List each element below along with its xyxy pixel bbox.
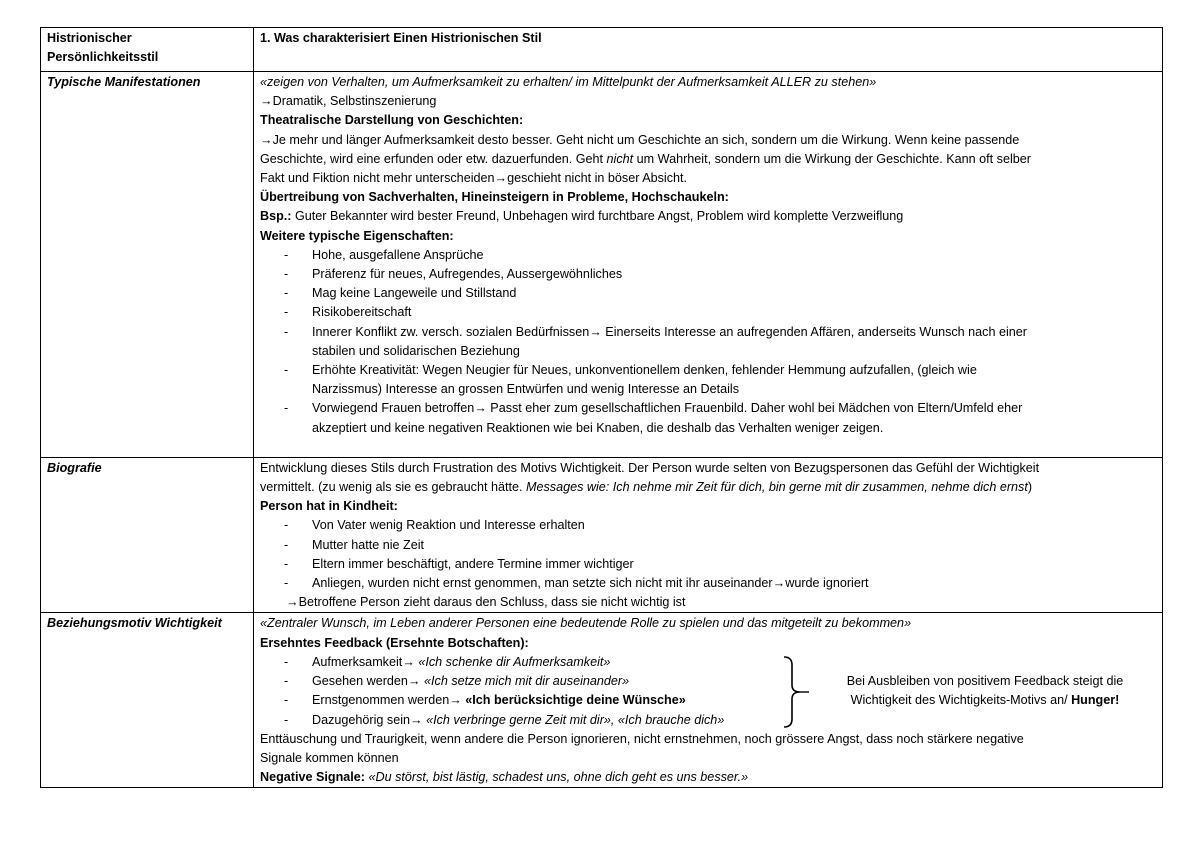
- feedback-note: [820, 672, 1150, 710]
- list-item: [260, 536, 1156, 555]
- arrow-icon: →: [474, 401, 487, 416]
- bsp-label: Bsp.:: [260, 209, 292, 224]
- arrow-icon: →: [410, 712, 423, 727]
- item-message: «Ich berücksichtige deine Wünsche»: [461, 693, 686, 708]
- note-bold: Hunger!: [1071, 693, 1120, 708]
- item-text: Ernstgenommen werden: [312, 693, 450, 708]
- list-item: [260, 303, 1156, 322]
- list-item: [260, 555, 1156, 574]
- enttaeuschung-2: Signale kommen können: [260, 750, 399, 765]
- feedback-block: [260, 653, 1156, 730]
- item-text: wurde ignoriert: [785, 576, 869, 591]
- theatral-text-1-content: Je mehr und länger Aufmerksamkeit desto besser. Geht nicht um Geschichte an sich, sondern um die Wirkung. Wenn keine passende: [272, 132, 1020, 147]
- manifest-dramatik: [260, 92, 1156, 111]
- arrow-icon: →: [260, 132, 273, 147]
- item-text: Risikobereitschaft: [312, 305, 412, 320]
- manifest-quote: «zeigen von Verhalten, um Aufmerksamkeit zu erhalten/ im Mittelpunkt der Aufmerksamkeit ALLER zu stehen»: [260, 75, 877, 89]
- kindheit-list: [260, 516, 1156, 593]
- header-left-line1: Histrionischer: [47, 31, 132, 45]
- item-text: Vorwiegend Frauen betroffen: [312, 401, 475, 416]
- theatral-text-3b: geschieht nicht in böser Absicht.: [507, 171, 688, 186]
- header-row: [41, 28, 1163, 72]
- kindheit-title: Person hat in Kindheit:: [260, 499, 398, 514]
- bsp-line: [260, 207, 1156, 226]
- list-item: [260, 399, 1156, 437]
- dramatik-text: Dramatik, Selbstinszenierung: [272, 94, 437, 109]
- item-text: Innerer Konflikt zw. versch. sozialen Bedürfnissen: [312, 324, 590, 339]
- item-message: «Ich setze mich mit dir auseinander»: [420, 674, 630, 689]
- label-motiv: Beziehungsmotiv Wichtigkeit: [41, 613, 254, 788]
- content-manifestationen: [254, 72, 1163, 458]
- item-text-cont: Narzissmus) Interesse an grossen Entwürfen und wenig Interesse an Details: [312, 382, 739, 397]
- content-biografie: [254, 457, 1163, 613]
- arrow-icon: →: [286, 595, 299, 610]
- uebertreibung-title: Übertreibung von Sachverhalten, Hineinsteigern in Probleme, Hochschaukeln:: [260, 190, 729, 205]
- theatral-text-2b: um Wahrheit, sondern um die Wirkung der Geschichte. Kann oft selber: [633, 151, 1031, 166]
- arrow-icon: →: [589, 324, 602, 339]
- bio-text-2a: vermittelt. (zu wenig als sie es gebraucht hätte.: [260, 480, 526, 495]
- arrow-icon: →: [402, 654, 415, 669]
- item-text: Eltern immer beschäftigt, andere Termine immer wichtiger: [312, 556, 634, 571]
- item-text: Aufmerksamkeit: [312, 654, 403, 669]
- item-text: Von Vater wenig Reaktion und Interesse erhalten: [312, 518, 585, 533]
- header-left-line2: Persönlichkeitsstil: [47, 50, 159, 65]
- spacer: [260, 438, 1156, 457]
- list-item: [260, 284, 1156, 303]
- row-biografie: [41, 457, 1163, 613]
- bio-text-2b: ): [1027, 480, 1033, 495]
- item-text: Erhöhte Kreativität: Wegen Neugier für Neues, unkonventionellem denken, fehlender Hemmung aufzufallen, (gleich wie: [312, 363, 977, 378]
- list-item: [260, 574, 1156, 593]
- bio-text-2-italic: Messages wie: Ich nehme mir Zeit für dich, bin gerne mit dir zusammen, nehme dich ernst: [526, 480, 1028, 495]
- item-text: Mutter hatte nie Zeit: [312, 537, 424, 552]
- bio-conclusion: [260, 593, 1156, 612]
- item-text: Anliegen, wurden nicht ernst genommen, man setzte sich nicht mit ihr auseinander: [312, 576, 773, 591]
- theatral-text-3a: Fakt und Fiktion nicht mehr unterscheiden: [260, 171, 495, 186]
- enttaeuschung-1: Enttäuschung und Traurigkeit, wenn andere die Person ignorieren, nicht ernstnehmen, noch grössere Angst, dass noch stärkere negative: [260, 731, 1024, 746]
- item-message: «Ich verbringe gerne Zeit mit dir», «Ich brauche dich»: [422, 712, 725, 727]
- item-text: Mag keine Langeweile und Stillstand: [312, 286, 517, 301]
- theatral-text-1: [260, 131, 1156, 150]
- note-line-2: Wichtigkeit des Wichtigkeits-Motivs an/: [850, 693, 1072, 708]
- negative-label: Negative Signale:: [260, 770, 365, 785]
- content-motiv: [254, 613, 1163, 788]
- list-item: [260, 711, 1156, 730]
- motiv-quote: «Zentraler Wunsch, im Leben anderer Personen eine bedeutende Rolle zu spielen und das mitgeteilt zu bekommen»: [260, 616, 912, 631]
- bio-text-1: Entwicklung dieses Stils durch Frustration des Motivs Wichtigkeit. Der Person wurde selten von Bezugspersonen das Gefühl der Wichtigkeit: [260, 460, 1040, 475]
- negative-line: [260, 768, 1156, 787]
- bio-text-2: [260, 478, 1156, 497]
- item-text-cont: akzeptiert und keine negativen Reaktionen wie bei Knaben, die deshalb das Verhalten weniger zeigen.: [312, 420, 884, 435]
- list-item: [260, 516, 1156, 535]
- note-line-1: Bei Ausbleiben von positivem Feedback steigt die: [846, 673, 1124, 688]
- weitere-list: [260, 246, 1156, 438]
- arrow-icon: →: [449, 693, 462, 708]
- row-manifestationen: [41, 72, 1163, 458]
- row-motiv: [41, 613, 1163, 788]
- item-text: Hohe, ausgefallene Ansprüche: [312, 247, 484, 262]
- list-item: [260, 653, 1156, 672]
- list-item: [260, 265, 1156, 284]
- brace-icon: [780, 653, 810, 731]
- item-message: «Ich schenke dir Aufmerksamkeit»: [414, 654, 611, 669]
- arrow-icon: →: [494, 171, 508, 186]
- header-left-cell: [41, 28, 254, 72]
- list-item: [260, 323, 1156, 361]
- theatral-text-2: [260, 150, 1156, 169]
- theatral-text-2a: Geschichte, wird eine erfunden oder etw. dazuerfunden. Geht: [260, 151, 607, 166]
- header-title: 1. Was charakterisiert Einen Histrionischen Stil: [254, 28, 1163, 72]
- arrow-icon: →: [407, 674, 421, 689]
- item-text: Präferenz für neues, Aufregendes, Aussergewöhnliches: [312, 267, 623, 282]
- conclusion-text: Betroffene Person zieht daraus den Schluss, dass sie nicht wichtig ist: [298, 595, 686, 610]
- list-item: [260, 361, 1156, 399]
- item-text: Einerseits Interesse an aufregenden Affären, anderseits Wunsch nach einer: [601, 324, 1027, 339]
- list-item: [260, 246, 1156, 265]
- feedback-title: Ersehntes Feedback (Ersehnte Botschaften):: [260, 635, 529, 650]
- item-text-cont: stabilen und solidarischen Beziehung: [312, 343, 520, 358]
- theatral-text-2-italic: nicht: [606, 151, 634, 166]
- theatral-text-3: [260, 169, 1156, 188]
- arrow-icon: →: [260, 94, 273, 109]
- arrow-icon: →: [772, 576, 786, 591]
- item-text: Dazugehörig sein: [312, 712, 411, 727]
- label-manifestationen: Typische Manifestationen: [41, 72, 254, 458]
- weitere-title: Weitere typische Eigenschaften:: [260, 228, 454, 243]
- bsp-text: Guter Bekannter wird bester Freund, Unbehagen wird furchtbare Angst, Problem wird komplette Verzweiflung: [291, 209, 904, 224]
- label-biografie: Biografie: [41, 457, 254, 613]
- content-table: [40, 27, 1163, 788]
- item-text: Gesehen werden: [312, 674, 408, 689]
- theatral-title: Theatralische Darstellung von Geschichten:: [260, 113, 524, 128]
- item-text: Passt eher zum gesellschaftlichen Frauenbild. Daher wohl bei Mädchen von Eltern/Umfeld eher: [486, 401, 1023, 416]
- negative-text: «Du störst, bist lästig, schadest uns, ohne dich geht es uns besser.»: [364, 770, 749, 785]
